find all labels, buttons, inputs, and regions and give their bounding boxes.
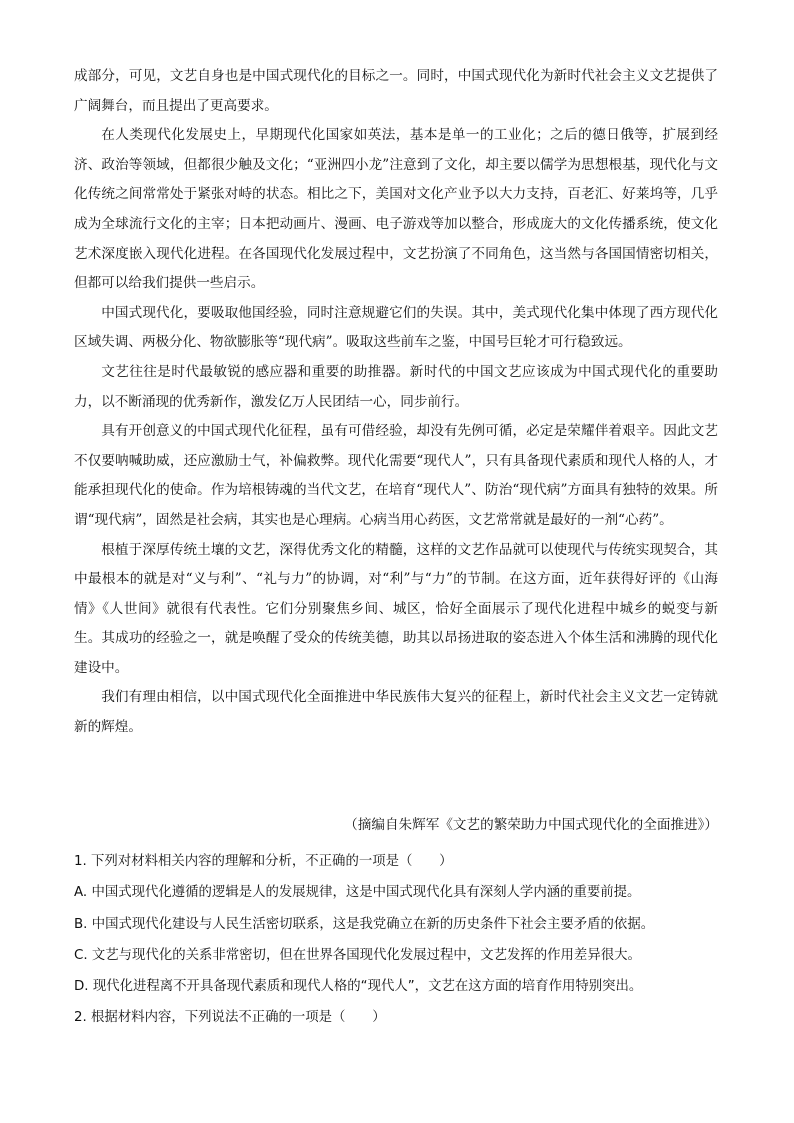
- question-1-option-b: B. 中国式现代化建设与人民生活密切联系，这是我党确立在新的历史条件下社会主要矛盾的依据。: [74, 916, 655, 932]
- article-paragraph: 根植于深厚传统土壤的文艺，深得优秀文化的精髓，这样的文艺作品就可以使现代与传统实现契合，其中最根本的就是对“义与利”、“礼与力”的协调，对“利”与“力”的节制。在这方面，近年获得好评的《山海情》《人世间》就很有代表性。它们分别聚焦乡间、城区，恰好全面展示了现代化进程中城乡的蜕变与新生。其成功的经验之一，就是唤醒了受众的传统美德，助其以昂扬进取的姿态进入个体生活和沸腾的现代化建设中。: [74, 541, 718, 676]
- article-paragraph: 文艺往往是时代最敏锐的感应器和重要的助推器。新时代的中国文艺应该成为中国式现代化的重要助力，以不断涌现的优秀新作，激发亿万人民团结一心，同步前行。: [74, 363, 718, 410]
- question-section: [74, 846, 734, 1034]
- article-paragraph: 成部分，可见，文艺自身也是中国式现代化的目标之一。同时，中国式现代化为新时代社会主义文艺提供了广阔舞台，而且提出了更高要求。: [74, 68, 718, 114]
- question-2-stem: 2. 根据材料内容，下列说法不正确的一项是（ ）: [74, 1010, 386, 1026]
- article-paragraph: 具有开创意义的中国式现代化征程，虽有可借经验，却没有先例可循，必定是荣耀伴着艰辛。因此文艺不仅要呐喊助威，还应激励士气，补偏救弊。现代化需要“现代人”，只有具备现代素质和现代人格的人，才能承担现代化的使命。作为培根铸魂的当代文艺，在培育“现代人”、防治“现代病”方面具有独特的效果。所谓“现代病”，固然是社会病，其实也是心理病。心病当用心药医，文艺常常就是最好的一剂“心药”。: [74, 423, 718, 528]
- article-source: （摘编自朱辉军《文艺的繁荣助力中国式现代化的全面推进》）: [344, 817, 718, 833]
- question-1-option-a: A. 中国式现代化遵循的逻辑是人的发展规律，这是中国式现代化具有深刻人学内涵的重要前提。: [74, 885, 641, 901]
- article-paragraph: 在人类现代化发展史上，早期现代化国家如英法，基本是单一的工业化；之后的德日俄等，扩展到经济、政治等领域，但都很少触及文化；“亚洲四小龙”注意到了文化，却主要以儒学为思想根基，现代化与文化传统之间常常处于紧张对峙的状态。相比之下，美国对文化产业予以大力支持，百老汇、好莱坞等，几乎成为全球流行文化的主宰；日本把动画片、漫画、电子游戏等加以整合，形成庞大的文化传播系统，使文化艺术深度嵌入现代化进程。在各国现代化发展过程中，文艺扮演了不同角色，这当然与各国国情密切相关，但都可以给我们提供一些启示。: [74, 127, 718, 292]
- question-1-stem: 1. 下列对材料相关内容的理解和分析，不正确的一项是（ ）: [74, 854, 453, 869]
- article-paragraph: 中国式现代化，要吸取他国经验，同时注意规避它们的失误。其中，美式现代化集中体现了西方现代化区域失调、两极分化、物欲膨胀等“现代病”。吸取这些前车之鉴，中国号巨轮才可行稳致远。: [74, 304, 718, 351]
- article-body: [74, 62, 718, 743]
- question-1-option-c: C. 文艺与现代化的关系非常密切，但在世界各国现代化发展过程中，文艺发挥的作用差异很大。: [74, 947, 641, 963]
- question-1-option-d: D. 现代化进程离不开具备现代素质和现代人格的“现代人”，文艺在这方面的培育作用特别突出。: [74, 979, 643, 995]
- article-paragraph: 我们有理由相信，以中国式现代化全面推进中华民族伟大复兴的征程上，新时代社会主义文艺一定铸就新的辉煌。: [74, 689, 718, 736]
